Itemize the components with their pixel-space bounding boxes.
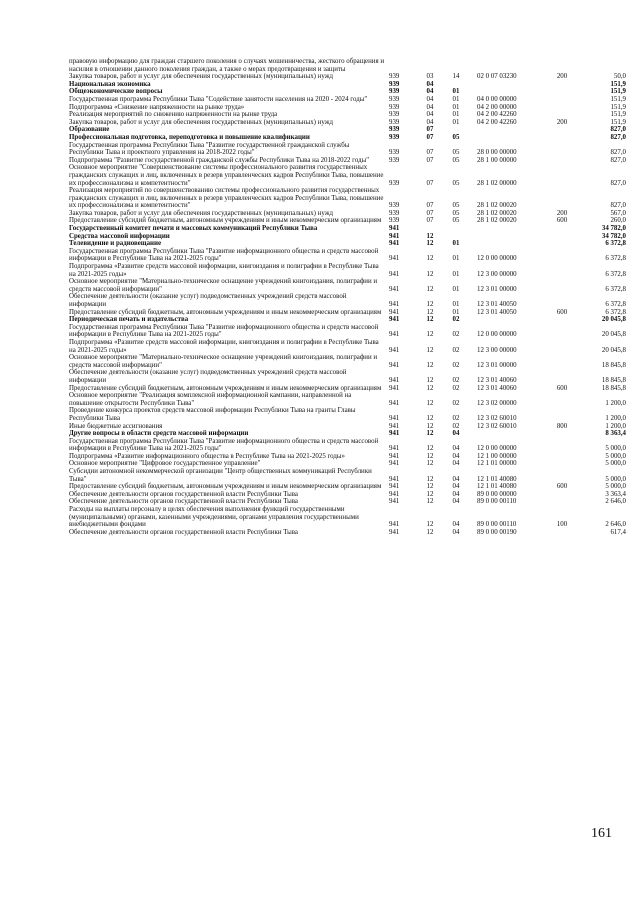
- row-name: Подпрограмма «Развитие средств массовой информации, книгоиздания и полиграфии в Республике Тыва на 2021-2025 годы»: [69, 263, 379, 278]
- row-name: Обеспечение деятельности органов государственной власти Республики Тыва: [69, 528, 298, 536]
- row-subsection-code: 04: [452, 475, 460, 483]
- row-amount: 5 000,0: [605, 445, 626, 453]
- table-row: [69, 217, 629, 225]
- row-dept-code: 941: [389, 316, 400, 324]
- row-name: Предоставление субсидий бюджетным, автономным учреждениям и иным некоммерческим организациям: [69, 483, 382, 491]
- row-target-article: 28 1 02 00000: [477, 179, 517, 187]
- row-target-article: 12 3 01 00000: [477, 361, 517, 369]
- row-section-code: 12: [426, 414, 434, 422]
- row-section-code: 12: [426, 232, 434, 240]
- table-row: [69, 407, 629, 422]
- row-expense-type: 600: [556, 483, 568, 491]
- row-name: Иные бюджетные ассигнования: [69, 422, 163, 430]
- row-name: Основное мероприятие "Материально-техническое оснащение учреждений книгоиздания, полиграфии и средств массовой информации": [69, 354, 378, 369]
- row-name: Обеспечение деятельности органов государственной власти Республики Тыва: [69, 490, 298, 498]
- table-row: [69, 73, 629, 81]
- table-row: [69, 119, 629, 127]
- row-dept-code: 939: [389, 103, 400, 111]
- row-expense-type: 100: [556, 521, 568, 529]
- row-section-code: 07: [426, 202, 434, 210]
- row-name: Закупка товаров, работ и услуг для обеспечения государственных (муниципальных) нужд: [69, 209, 333, 217]
- table-row: [69, 126, 629, 134]
- row-target-article: 89 0 00 00110: [477, 498, 517, 506]
- row-target-article: 12 3 02 60010: [477, 414, 517, 422]
- row-name: Государственная программа Республики Тыва "Развитие информационного общества и средств массовой информации в Республике Тыва на 2021-2025 годы": [69, 323, 379, 339]
- row-section-code: 12: [426, 452, 434, 460]
- row-section-code: 12: [426, 316, 434, 324]
- row-dept-code: 939: [389, 111, 400, 119]
- table-row: [69, 164, 629, 187]
- row-subsection-code: 02: [452, 361, 460, 369]
- row-name: Предоставление субсидий бюджетным, автономным учреждениям и иным некоммерческим организациям: [69, 217, 382, 225]
- row-amount: 50,0: [613, 73, 626, 81]
- row-name: Закупка товаров, работ и услуг для обеспечения государственных (муниципальных) нужд: [69, 73, 333, 81]
- row-target-article: 28 1 02 00020: [477, 202, 517, 210]
- row-subsection-code: 04: [452, 445, 460, 453]
- row-section-code: 12: [426, 475, 434, 483]
- table-row: [69, 104, 629, 112]
- row-section-code: 03: [426, 73, 434, 81]
- row-name: Подпрограмма «Развитие средств массовой информации, книгоиздания и полиграфии в Республике Тыва на 2021-2025 годы»: [69, 338, 379, 354]
- row-amount: 20 045,8: [601, 331, 626, 339]
- row-dept-code: 939: [389, 126, 400, 134]
- row-subsection-code: 01: [452, 240, 460, 248]
- row-name: Телевидение и радиовещание: [69, 240, 162, 248]
- row-dept-code: 941: [389, 490, 400, 498]
- table-row: [69, 88, 629, 96]
- row-name: Другие вопросы в области средств массовой информации: [69, 430, 249, 438]
- row-amount: 827,0: [610, 126, 626, 134]
- table-row: [69, 316, 629, 324]
- row-dept-code: 939: [389, 217, 400, 225]
- row-section-code: 12: [426, 376, 434, 384]
- row-amount: 18 845,8: [601, 384, 626, 392]
- row-section-code: 12: [426, 460, 434, 468]
- table-row: [69, 392, 629, 407]
- row-dept-code: 941: [389, 483, 400, 491]
- row-name: Профессиональная подготовка, переподготовка и повышение квалификации: [69, 133, 310, 141]
- row-target-article: 12 3 00 00000: [477, 270, 517, 278]
- row-amount: 5 000,0: [605, 483, 626, 491]
- row-subsection-code: 02: [452, 316, 460, 324]
- row-amount: 20 045,8: [601, 316, 626, 324]
- row-section-code: 07: [426, 133, 434, 141]
- row-expense-type: 200: [556, 73, 568, 81]
- row-amount: 827,0: [610, 149, 626, 157]
- row-target-article: 12 3 01 40050: [477, 308, 517, 316]
- row-section-code: 12: [426, 490, 434, 498]
- row-subsection-code: 04: [452, 460, 460, 468]
- row-target-article: 28 1 02 00020: [477, 209, 517, 217]
- table-row: [69, 278, 629, 293]
- row-subsection-code: 01: [452, 118, 460, 126]
- row-section-code: 12: [426, 301, 434, 308]
- row-name: Государственная программа Республики Тыва "Развитие государственной гражданской службы Республики Тыва и проектного управления на 2018-2022 годы": [69, 141, 350, 157]
- row-section-code: 04: [426, 80, 434, 88]
- row-target-article: 04 2 00 42260: [477, 111, 517, 119]
- row-name: Общеэкономические вопросы: [69, 88, 163, 96]
- table-row: [69, 339, 629, 354]
- row-subsection-code: 01: [452, 301, 460, 308]
- row-target-article: 28 1 00 00000: [477, 156, 517, 164]
- row-section-code: 04: [426, 103, 434, 111]
- row-subsection-code: 02: [452, 331, 460, 339]
- row-dept-code: 941: [389, 399, 400, 407]
- row-section-code: 12: [426, 240, 434, 248]
- row-amount: 827,0: [610, 133, 626, 141]
- row-target-article: 04 2 00 42260: [477, 118, 517, 126]
- table-row: [69, 506, 629, 529]
- row-target-article: 04 2 00 00000: [477, 103, 517, 111]
- row-expense-type: 600: [556, 308, 568, 316]
- row-name: Обеспечение деятельности (оказание услуг) подведомственных учреждений средств массовой информации: [69, 369, 347, 384]
- row-subsection-code: 04: [452, 490, 460, 498]
- row-subsection-code: 04: [452, 430, 460, 438]
- table-row: [69, 263, 629, 278]
- row-target-article: 28 0 00 00000: [477, 149, 517, 157]
- row-amount: 5 000,0: [605, 460, 626, 468]
- row-amount: 827,0: [610, 202, 626, 210]
- row-name: Основное мероприятие "Совершенствование системы профессионального развития государственных гражданских служащих и лиц, включенных в резерв управленческих кадров Республики Тыва, повышение их профессионализма и компетентности": [69, 164, 384, 187]
- row-target-article: 89 0 00 00110: [477, 521, 517, 529]
- row-subsection-code: 04: [452, 452, 460, 460]
- table-row: [69, 134, 629, 142]
- row-dept-code: 939: [389, 73, 400, 81]
- row-dept-code: 939: [389, 133, 400, 141]
- row-dept-code: 941: [389, 384, 400, 392]
- row-name: Закупка товаров, работ и услуг для обеспечения государственных (муниципальных) нужд: [69, 118, 333, 126]
- row-amount: 5 000,0: [605, 475, 626, 483]
- row-dept-code: 941: [389, 475, 400, 483]
- row-name: Обеспечение деятельности (оказание услуг) подведомственных учреждений средств массовой информации: [69, 293, 347, 308]
- row-section-code: 12: [426, 430, 434, 438]
- page-number: 161: [591, 826, 612, 841]
- row-section-code: 12: [426, 483, 434, 491]
- row-name: Реализация мероприятий по снижению напряженности на рынке труда: [69, 111, 278, 119]
- row-name: Основное мероприятие "Реализация комплексной информационной кампании, направленной на повышение открытости Республики Тыва": [69, 392, 352, 407]
- row-subsection-code: 05: [452, 209, 460, 217]
- row-dept-code: 941: [389, 331, 400, 339]
- row-amount: 2 646,0: [605, 521, 626, 529]
- row-dept-code: 939: [389, 80, 400, 88]
- row-dept-code: 941: [389, 430, 400, 438]
- row-subsection-code: 04: [452, 498, 460, 506]
- table-row: [69, 460, 629, 468]
- table-row: [69, 187, 629, 210]
- table-row: [69, 96, 629, 104]
- row-subsection-code: 01: [452, 270, 460, 278]
- table-row: [69, 81, 629, 89]
- row-subsection-code: 05: [452, 217, 460, 225]
- table-row: [69, 309, 629, 317]
- row-section-code: 12: [426, 521, 434, 529]
- row-amount: 827,0: [610, 156, 626, 164]
- row-name: Предоставление субсидий бюджетным, автономным учреждениям и иным некоммерческим организациям: [69, 308, 382, 316]
- row-dept-code: 939: [389, 88, 400, 96]
- row-amount: 151,9: [610, 103, 626, 111]
- table-row: [69, 369, 629, 384]
- table-row: [69, 58, 629, 73]
- table-row: [69, 354, 629, 369]
- row-name: Основное мероприятие "Цифровое государственное управление": [69, 460, 261, 468]
- row-dept-code: 939: [389, 156, 400, 164]
- row-section-code: 07: [426, 217, 434, 225]
- row-target-article: 12 0 00 00000: [477, 331, 517, 339]
- row-section-code: 12: [426, 270, 434, 278]
- row-dept-code: 941: [389, 308, 400, 316]
- row-dept-code: 941: [389, 346, 400, 354]
- row-subsection-code: 02: [452, 399, 460, 407]
- row-dept-code: 941: [389, 422, 400, 430]
- row-dept-code: 939: [389, 202, 400, 210]
- row-dept-code: 939: [389, 118, 400, 126]
- row-subsection-code: 14: [452, 73, 460, 81]
- table-row: [69, 233, 629, 241]
- row-subsection-code: 01: [452, 88, 460, 96]
- row-target-article: 04 0 00 00000: [477, 95, 517, 103]
- row-section-code: 12: [426, 361, 434, 369]
- row-name: Образование: [69, 126, 110, 134]
- row-name: Предоставление субсидий бюджетным, автономным учреждениям и иным некоммерческим организациям: [69, 384, 382, 392]
- row-section-code: 04: [426, 111, 434, 119]
- table-row: [69, 529, 629, 537]
- row-amount: 151,9: [610, 88, 626, 96]
- row-section-code: 12: [426, 285, 434, 293]
- table-row: [69, 438, 629, 453]
- row-name: Средства массовой информации: [69, 232, 170, 240]
- row-subsection-code: 05: [452, 179, 460, 187]
- row-subsection-code: 05: [452, 156, 460, 164]
- row-section-code: 07: [426, 126, 434, 134]
- row-target-article: 89 0 00 00000: [477, 490, 517, 498]
- row-target-article: 12 1 00 00000: [477, 452, 517, 460]
- table-row: [69, 385, 629, 393]
- row-dept-code: 941: [389, 270, 400, 278]
- row-section-code: 12: [426, 528, 434, 536]
- row-amount: 567,0: [610, 209, 626, 217]
- row-section-code: 12: [426, 498, 434, 506]
- row-section-code: 12: [426, 308, 434, 316]
- row-target-article: 12 3 01 40050: [477, 301, 517, 308]
- table-row: [69, 293, 629, 308]
- row-dept-code: 941: [389, 232, 400, 240]
- table-row: [69, 111, 629, 119]
- row-amount: 151,9: [610, 80, 626, 88]
- row-dept-code: 941: [389, 498, 400, 506]
- table-row: [69, 453, 629, 461]
- row-target-article: 12 1 01 40080: [477, 475, 517, 483]
- row-amount: 34 782,0: [601, 225, 626, 233]
- row-dept-code: 941: [389, 255, 400, 263]
- table-row: [69, 142, 629, 157]
- table-row: [69, 248, 629, 263]
- row-dept-code: 941: [389, 225, 400, 233]
- row-dept-code: 939: [389, 149, 400, 157]
- budget-table: [69, 58, 629, 536]
- row-name: Реализация мероприятий по совершенствованию системы профессионального развития государственных гражданских служащих и лиц, включенных в резерв управленческих кадров Республики Тыва, повышение их профессионализма и компетентности": [69, 187, 384, 210]
- row-subsection-code: 04: [452, 521, 460, 529]
- row-target-article: 12 3 00 00000: [477, 346, 517, 354]
- row-expense-type: 600: [556, 217, 568, 225]
- table-row: [69, 468, 629, 483]
- row-amount: 1 200,0: [605, 422, 626, 430]
- table-row: [69, 423, 629, 431]
- row-section-code: 12: [426, 384, 434, 392]
- row-name: правовую информацию для граждан старшего поколения о случаях мошенничества, жесткого обращения и насилия в отношении данного поколения граждан, а также о мерах предотвращения и защиты: [69, 58, 385, 73]
- row-dept-code: 941: [389, 460, 400, 468]
- table-row: [69, 483, 629, 491]
- table-row: [69, 240, 629, 248]
- row-amount: 6 372,8: [605, 301, 626, 308]
- row-amount: 20 045,8: [601, 346, 626, 354]
- row-section-code: 07: [426, 156, 434, 164]
- row-section-code: 07: [426, 209, 434, 217]
- row-subsection-code: 05: [452, 133, 460, 141]
- row-subsection-code: 01: [452, 308, 460, 316]
- row-expense-type: 200: [556, 209, 568, 217]
- row-subsection-code: 02: [452, 414, 460, 422]
- row-target-article: 12 1 01 00000: [477, 460, 517, 468]
- row-amount: 151,9: [610, 95, 626, 103]
- row-subsection-code: 05: [452, 202, 460, 210]
- row-name: Периодическая печать и издательства: [69, 316, 189, 324]
- row-dept-code: 941: [389, 528, 400, 536]
- row-section-code: 12: [426, 255, 434, 263]
- row-target-article: 12 3 02 60010: [477, 422, 517, 430]
- row-amount: 827,0: [610, 179, 626, 187]
- row-section-code: 07: [426, 179, 434, 187]
- row-expense-type: 200: [556, 118, 568, 126]
- row-amount: 617,4: [610, 528, 626, 536]
- row-name: Субсидии автономной некоммерческой организации "Центр общественных коммуникаций Республики Тыва": [69, 468, 372, 483]
- row-name: Основное мероприятие "Материально-техническое оснащение учреждений книгоиздания, полиграфии и средств массовой информации": [69, 278, 378, 293]
- row-amount: 151,9: [610, 118, 626, 126]
- row-name: Государственная программа Республики Тыва "Развитие информационного общества и средств массовой информации в Республике Тыва на 2021-2025 годы": [69, 437, 379, 453]
- table-row: [69, 430, 629, 438]
- row-amount: 151,9: [610, 111, 626, 119]
- row-amount: 6 372,8: [605, 308, 626, 316]
- row-subsection-code: 02: [452, 422, 460, 430]
- row-amount: 18 845,8: [601, 376, 626, 384]
- row-subsection-code: 02: [452, 384, 460, 392]
- row-amount: 260,0: [610, 217, 626, 225]
- row-subsection-code: 01: [452, 103, 460, 111]
- row-subsection-code: 01: [452, 111, 460, 119]
- row-subsection-code: 01: [452, 285, 460, 293]
- row-name: Проведение конкурса проектов средств массовой информации Республики Тыва на гранты Главы Республики Тыва: [69, 407, 356, 422]
- row-dept-code: 941: [389, 361, 400, 369]
- row-section-code: 12: [426, 445, 434, 453]
- row-subsection-code: 02: [452, 346, 460, 354]
- row-dept-code: 941: [389, 414, 400, 422]
- row-section-code: 04: [426, 88, 434, 96]
- row-dept-code: 939: [389, 209, 400, 217]
- row-amount: 6 372,8: [605, 240, 626, 248]
- row-section-code: 04: [426, 118, 434, 126]
- row-amount: 6 372,8: [605, 285, 626, 293]
- table-row: [69, 225, 629, 233]
- row-dept-code: 941: [389, 301, 400, 308]
- row-amount: 34 782,0: [601, 232, 626, 240]
- row-target-article: 12 3 01 40060: [477, 376, 517, 384]
- row-amount: 3 363,4: [605, 490, 626, 498]
- row-dept-code: 941: [389, 452, 400, 460]
- table-row: [69, 210, 629, 218]
- row-section-code: 12: [426, 331, 434, 339]
- row-dept-code: 941: [389, 376, 400, 384]
- row-name: Государственная программа Республики Тыва "Содействие занятости населения на 2020 - 2024 годы": [69, 95, 368, 103]
- row-section-code: 07: [426, 149, 434, 157]
- row-target-article: 28 1 02 00020: [477, 217, 517, 225]
- row-subsection-code: 01: [452, 255, 460, 263]
- row-amount: 18 845,8: [601, 361, 626, 369]
- row-name: Обеспечение деятельности органов государственной власти Республики Тыва: [69, 498, 298, 506]
- row-dept-code: 941: [389, 240, 400, 248]
- row-expense-type: 800: [556, 422, 568, 430]
- row-name: Расходы на выплаты персоналу в целях обеспечения выполнения функций государственными (муниципальными) органами, казенными учреждениями, органами управления государственными внебюджетными фондами: [69, 506, 359, 529]
- table-row: [69, 324, 629, 339]
- row-target-article: 12 0 00 00000: [477, 445, 517, 453]
- row-section-code: 12: [426, 422, 434, 430]
- row-name: Государственная программа Республики Тыва "Развитие информационного общества и средств массовой информации в Республике Тыва на 2021-2025 годы": [69, 247, 379, 263]
- row-name: Национальная экономика: [69, 80, 151, 88]
- row-name: Подпрограмма "Развитие государственной гражданской службы Республики Тыва на 2018-2022 годы": [69, 156, 370, 164]
- row-dept-code: 941: [389, 285, 400, 293]
- row-target-article: 02 0 07 03230: [477, 73, 517, 81]
- row-name: Государственный комитет печати и массовых коммуникаций Республики Тыва: [69, 225, 318, 233]
- row-amount: 1 200,0: [605, 399, 626, 407]
- row-target-article: 12 1 01 40080: [477, 483, 517, 491]
- row-subsection-code: 04: [452, 528, 460, 536]
- row-amount: 5 000,0: [605, 452, 626, 460]
- table-row: [69, 157, 629, 165]
- row-subsection-code: 02: [452, 376, 460, 384]
- row-name: Подпрограмма «Снижение напряженности на рынке труда»: [69, 103, 245, 111]
- row-amount: 6 372,8: [605, 270, 626, 278]
- row-amount: 8 363,4: [605, 430, 626, 438]
- row-target-article: 89 0 00 00190: [477, 528, 517, 536]
- row-amount: 1 200,0: [605, 414, 626, 422]
- row-amount: 6 372,8: [605, 255, 626, 263]
- table-row: [69, 498, 629, 506]
- row-section-code: 04: [426, 95, 434, 103]
- row-subsection-code: 01: [452, 95, 460, 103]
- row-target-article: 12 3 01 00000: [477, 285, 517, 293]
- row-section-code: 12: [426, 346, 434, 354]
- row-subsection-code: 04: [452, 483, 460, 491]
- row-subsection-code: 05: [452, 149, 460, 157]
- row-dept-code: 941: [389, 445, 400, 453]
- row-dept-code: 941: [389, 521, 400, 529]
- row-name: Подпрограмма «Развитие информационного общества в Республике Тыва на 2021-2025 годы»: [69, 452, 345, 460]
- row-section-code: 12: [426, 399, 434, 407]
- row-target-article: 12 0 00 00000: [477, 255, 517, 263]
- row-target-article: 12 3 02 00000: [477, 399, 517, 407]
- row-dept-code: 939: [389, 95, 400, 103]
- row-dept-code: 939: [389, 179, 400, 187]
- row-target-article: 12 3 01 40060: [477, 384, 517, 392]
- row-amount: 2 646,0: [605, 498, 626, 506]
- table-row: [69, 491, 629, 499]
- row-expense-type: 600: [556, 384, 568, 392]
